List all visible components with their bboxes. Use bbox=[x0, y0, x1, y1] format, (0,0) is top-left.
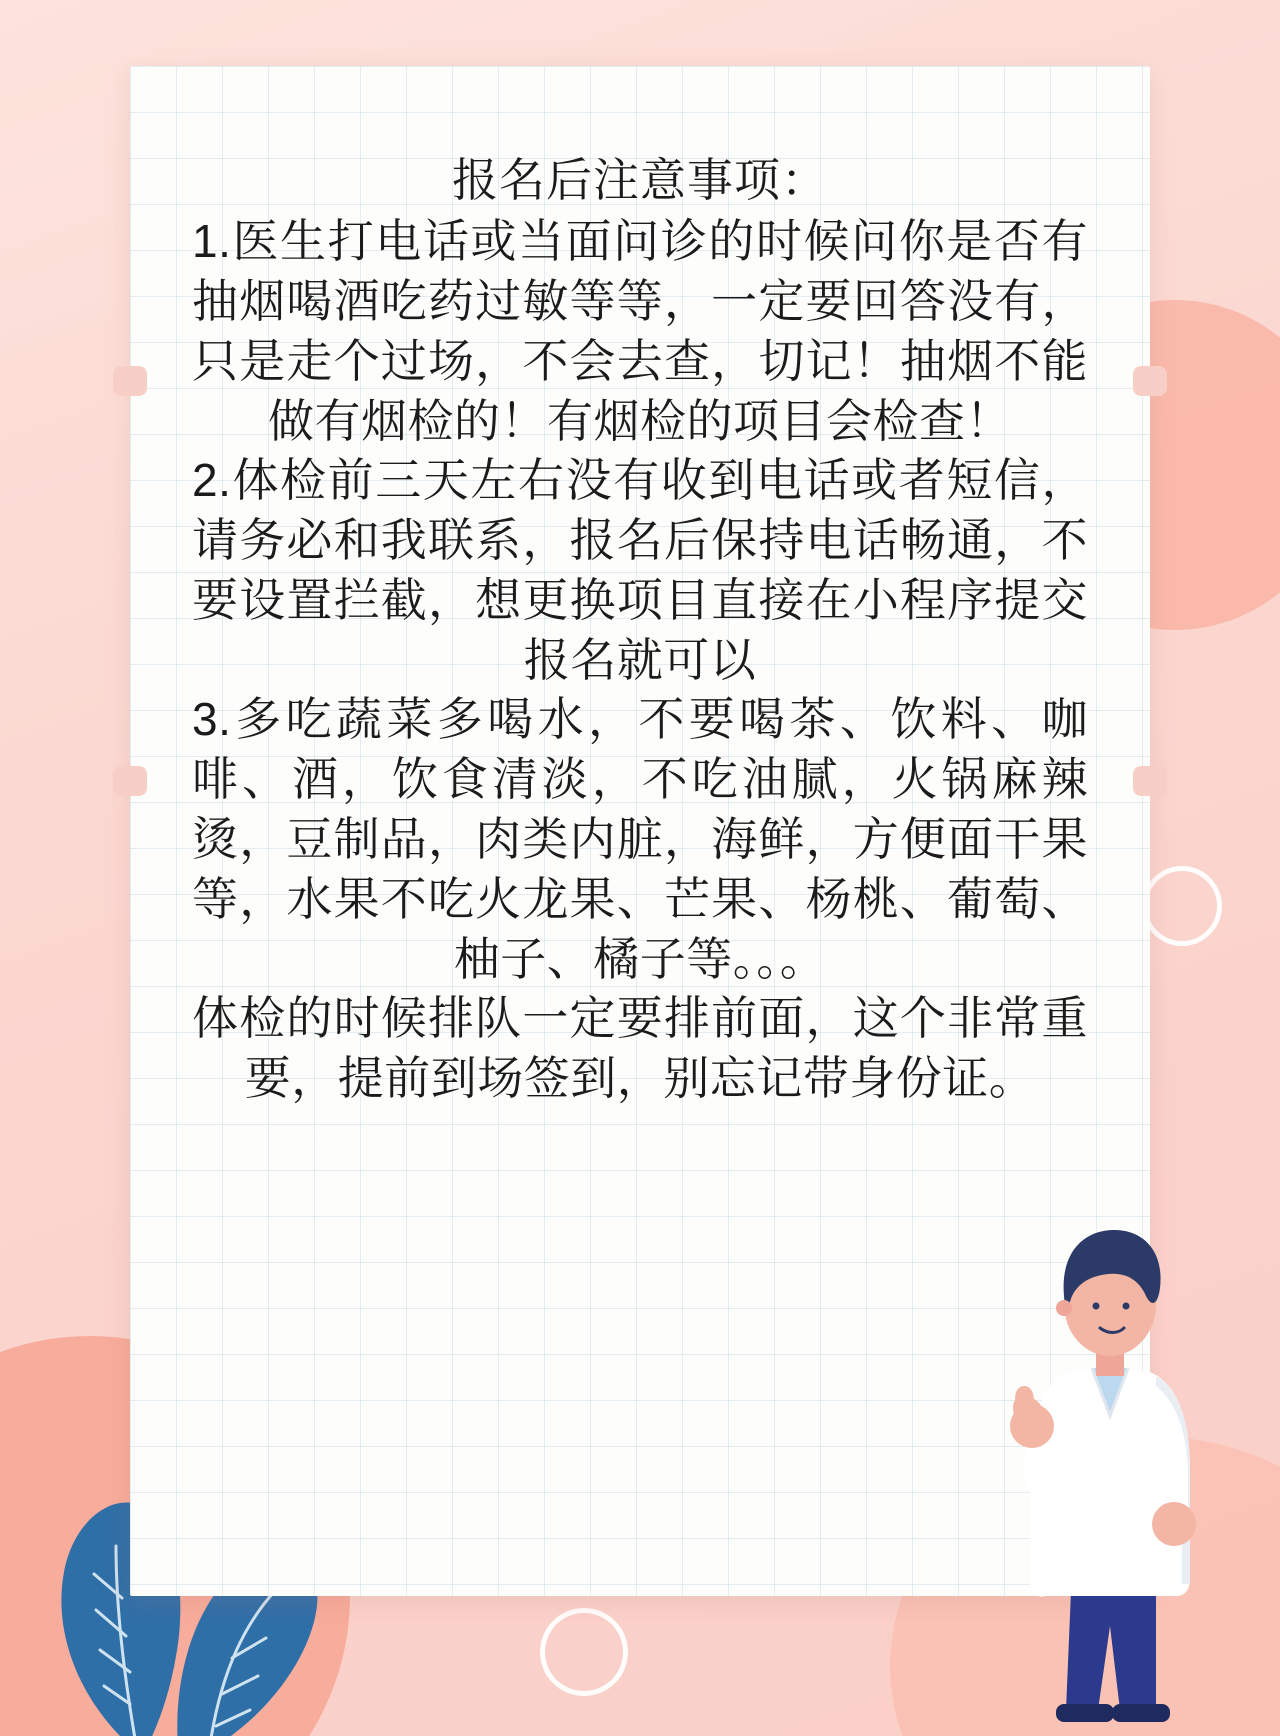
notice-paragraph-4: 体检的时候排队一定要排前面，这个非常重要，提前到场签到，别忘记带身份证。 bbox=[192, 992, 1088, 1105]
circle-outline-icon bbox=[540, 1608, 628, 1696]
note-content bbox=[130, 66, 1150, 1109]
doctor-illustration-icon bbox=[960, 1176, 1260, 1736]
notice-paragraph-3: 3.多吃蔬菜多喝水，不要喝茶、饮料、咖啡、酒，饮食清淡，不吃油腻，火锅麻辣烫，豆制品，肉类内脏，海鲜，方便面干果等，水果不吃火龙果、芒果、杨桃、葡萄、柚子、橘子等。。。 bbox=[192, 693, 1088, 985]
circle-outline-icon bbox=[1142, 866, 1222, 946]
notice-paragraph-1: 1.医生打电话或当面问诊的时候问你是否有抽烟喝酒吃药过敏等等，一定要回答没有，只是走个过场，不会去查，切记！抽烟不能做有烟检的！有烟检的项目会检查！ bbox=[192, 215, 1088, 447]
page-title: 报名后注意事项： bbox=[452, 154, 828, 206]
notice-paragraph-2: 2.体检前三天左右没有收到电话或者短信，请务必和我联系，报名后保持电话畅通，不要设置拦截，想更换项目直接在小程序提交报名就可以 bbox=[192, 454, 1088, 686]
